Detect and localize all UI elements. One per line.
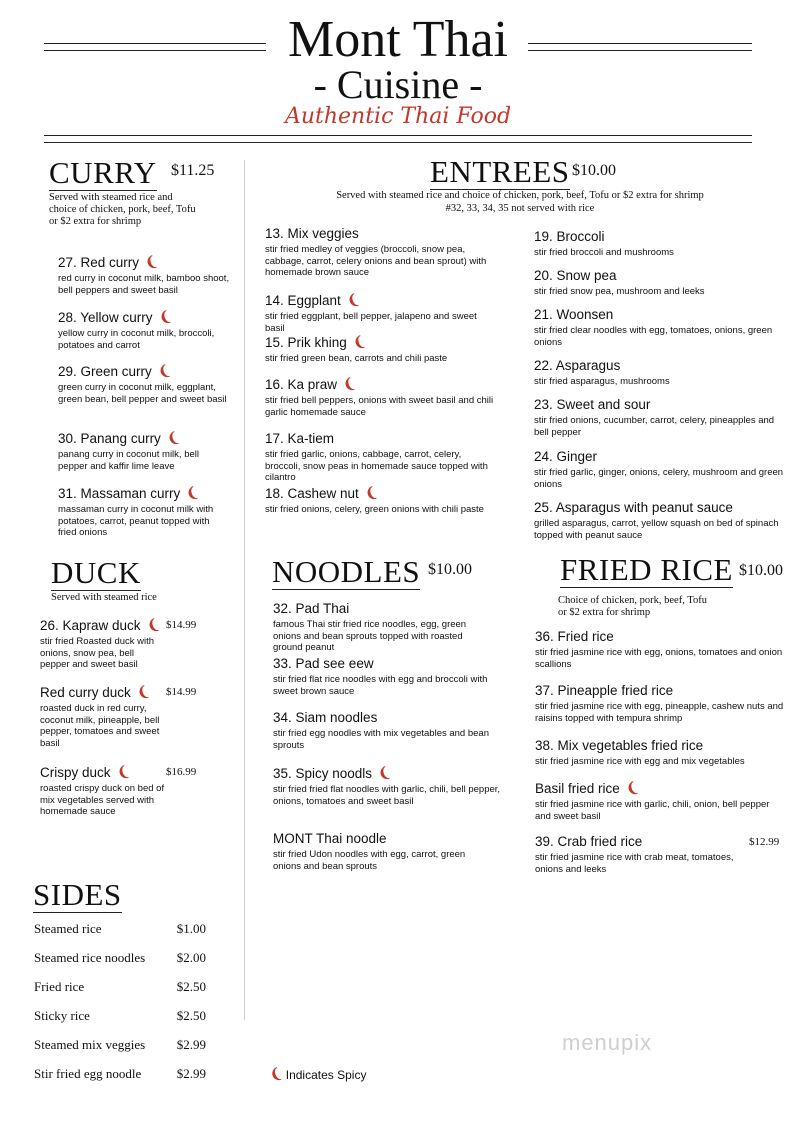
item-name: 38. Mix vegetables fried rice <box>535 738 704 753</box>
item-name: 16. Ka praw <box>265 377 338 392</box>
side-price: $2.00 <box>176 950 206 965</box>
item-name: 39. Crab fried rice <box>535 834 643 849</box>
menu-item <box>535 738 785 768</box>
side-price: $2.50 <box>176 1008 206 1023</box>
noodles-price: $10.00 <box>428 561 472 578</box>
item-desc: stir fried medley of veggies (broccoli, snow pea, cabbage, carrot, celery onions and bean sprout) with homemade brown sauce <box>265 244 487 278</box>
spicy-legend <box>267 1064 367 1084</box>
item-name: 14. Eggplant <box>265 293 341 308</box>
fried-rice-price: $10.00 <box>739 562 783 579</box>
header-rule-full-bottom <box>44 142 752 143</box>
menu-item <box>40 684 165 749</box>
chili-icon: ❨ <box>362 483 379 503</box>
curry-price: $11.25 <box>171 162 215 179</box>
item-name: 36. Fried rice <box>535 629 614 644</box>
side-name: Steamed mix veggies <box>34 1037 146 1052</box>
side-price: $2.99 <box>176 1066 206 1081</box>
item-name: 26. Kapraw duck <box>40 618 141 633</box>
item-name: Basil fried rice <box>535 781 620 796</box>
restaurant-name: Mont Thai <box>287 11 509 68</box>
item-name: 37. Pineapple fried rice <box>535 683 674 698</box>
item-name: 33. Pad see eew <box>273 656 374 671</box>
chili-icon: ❨ <box>344 290 361 310</box>
item-name: 21. Woonsen <box>534 307 614 322</box>
duck-note: Served with steamed rice <box>51 592 157 603</box>
fried-rice-title: FRIED RICE <box>560 552 733 587</box>
item-desc: stir fried bell peppers, onions with sweet basil and chili garlic homemade sauce <box>265 395 494 418</box>
item-name: 22. Asparagus <box>534 358 621 373</box>
tagline: Authentic Thai Food <box>284 104 512 129</box>
menu-item <box>534 500 784 541</box>
column-divider <box>244 160 245 1020</box>
menu-item <box>265 226 495 279</box>
menu-item <box>58 309 230 351</box>
chili-icon: ❨ <box>134 682 151 702</box>
entrees-note-exceptions: #32, 33, 34, 35 not served with rice <box>445 203 595 214</box>
side-name: Fried rice <box>34 979 85 994</box>
item-name: 13. Mix veggies <box>265 226 359 241</box>
menu-item <box>58 363 230 405</box>
item-desc: roasted duck in red curry, coconut milk, pineapple, bell pepper, tomatoes and sweet basil <box>40 703 160 749</box>
menu-item <box>265 334 495 365</box>
item-desc: stir fried Roasted duck with onions, snow pea, bell pepper and sweet basil <box>40 636 155 670</box>
item-name: 25. Asparagus with peanut sauce <box>534 500 733 515</box>
entrees-note: Served with steamed rice and choice of chicken, pork, beef, Tofu or $2 extra for shrimp <box>336 190 704 201</box>
menu-item <box>273 710 493 751</box>
duck-title: DUCK <box>51 555 141 590</box>
item-desc: stir fried jasmine rice with crab meat, tomatoes, onions and leeks <box>535 852 734 875</box>
menu-item <box>58 430 230 472</box>
item-desc: yellow curry in coconut milk, broccoli, potatoes and carrot <box>58 328 215 351</box>
side-row <box>34 921 206 937</box>
side-row <box>34 1066 206 1082</box>
item-name: 28. Yellow curry <box>58 310 153 325</box>
item-desc: stir fried green bean, carrots and chili paste <box>265 353 448 364</box>
item-name: 29. Green curry <box>58 364 152 379</box>
item-name: MONT Thai noodle <box>273 831 387 846</box>
chili-icon: ❨ <box>375 763 393 783</box>
watermark-logo: menupix <box>562 1030 653 1055</box>
item-desc: stir fried clear noodles with egg, tomatoes, onions, green onions <box>534 325 773 348</box>
item-name: 19. Broccoli <box>534 229 605 244</box>
item-desc: stir fried jasmine rice with garlic, chili, onion, bell pepper and sweet basil <box>535 799 770 822</box>
item-name: 15. Prik khing <box>265 335 347 350</box>
chili-icon: ❨ <box>350 332 367 352</box>
fried-rice-note: Choice of chicken, pork, beef, Tofu <box>558 595 707 606</box>
sides-title: SIDES <box>33 877 122 912</box>
chili-icon: ❨ <box>144 615 161 635</box>
side-name: Steamed rice noodles <box>34 950 146 965</box>
chili-icon: ❨ <box>114 762 131 782</box>
curry-title: CURRY <box>49 155 157 190</box>
menu-item <box>273 765 503 807</box>
menu-item <box>58 254 230 296</box>
item-desc: stir fried garlic, onions, cabbage, carrot, celery, broccoli, snow peas in homemade sauce topped with cilantro <box>265 449 488 483</box>
item-name: 27. Red curry <box>58 255 140 270</box>
menu-item <box>534 397 784 438</box>
header-rule-full-top <box>44 135 752 136</box>
chili-icon: ❨ <box>142 252 160 272</box>
item-desc: stir fried snow pea, mushroom and leeks <box>534 286 705 297</box>
menu-item <box>265 292 495 334</box>
item-desc: stir fried fried flat noodles with garlic, chili, bell pepper, onions, tomatoes and sweet basil <box>273 784 501 807</box>
side-price: $2.50 <box>176 979 206 994</box>
side-row <box>34 979 206 995</box>
item-name: Crispy duck <box>40 765 111 780</box>
item-name: 24. Ginger <box>534 449 598 464</box>
item-price: $14.99 <box>166 686 197 698</box>
menu-item <box>535 834 745 875</box>
item-desc: stir fried asparagus, mushrooms <box>534 376 670 387</box>
chili-icon: ❨ <box>156 307 173 327</box>
menu-item <box>534 229 784 259</box>
item-desc: grilled asparagus, carrot, yellow squash on bed of spinach topped with peanut sauce <box>534 518 779 541</box>
side-name: Stir fried egg noodle <box>34 1066 142 1081</box>
legend-text: Indicates Spicy <box>285 1068 367 1082</box>
item-desc: stir fried eggplant, bell pepper, jalapeno and sweet basil <box>265 311 477 334</box>
item-desc: stir fried jasmine rice with egg, onions, tomatoes and onion scallions <box>535 647 783 670</box>
item-name: 23. Sweet and sour <box>534 397 651 412</box>
item-desc: stir fried onions, cucumber, carrot, celery, pineapples and bell pepper <box>534 415 775 438</box>
item-price: $14.99 <box>166 619 197 631</box>
item-desc: stir fried broccoli and mushrooms <box>534 247 674 258</box>
item-desc: stir fried egg noodles with mix vegetables and bean sprouts <box>273 728 489 751</box>
chili-icon: ❨ <box>623 778 640 798</box>
item-desc: massaman curry in coconut milk with potatoes, carrot, peanut topped with fried onions <box>58 504 214 538</box>
curry-note: Served with steamed rice and choice of chicken, pork, beef, Tofu or $2 extra for shrimp <box>49 192 196 227</box>
item-desc: roasted crispy duck on bed of mix vegetables served with homemade sauce <box>40 783 165 817</box>
chili-icon: ❨ <box>155 361 172 381</box>
menu-item <box>534 358 784 388</box>
menu-item <box>534 268 784 298</box>
side-row <box>34 950 206 966</box>
chili-icon: ❨ <box>340 374 358 394</box>
item-name: Red curry duck <box>40 685 131 700</box>
item-desc: stir fried jasmine rice with egg, pineapple, cashew nuts and raisins topped with tempura shrimp <box>535 701 784 724</box>
item-name: 17. Ka-tiem <box>265 431 335 446</box>
menu-item <box>58 485 230 539</box>
item-name: 34. Siam noodles <box>273 710 378 725</box>
item-name: 18. Cashew nut <box>265 486 359 501</box>
side-row <box>34 1037 206 1053</box>
restaurant-subtitle: - Cuisine - <box>313 62 483 107</box>
item-name: 35. Spicy noodls <box>273 766 373 781</box>
item-name: 20. Snow pea <box>534 268 617 283</box>
menu-item <box>40 617 165 671</box>
menu-item <box>273 601 493 654</box>
item-desc: stir fried onions, celery, green onions with chili paste <box>265 504 484 515</box>
noodles-title: NOODLES <box>272 554 421 589</box>
item-price: $16.99 <box>166 766 197 778</box>
chili-icon: ❨ <box>164 428 181 448</box>
item-desc: famous Thai stir fried rice noodles, egg, green onions and bean sprouts topped with roasted ground peanut <box>273 619 467 653</box>
item-desc: stir fried Udon noodles with egg, carrot, green onions and bean sprouts <box>273 849 466 872</box>
side-price: $1.00 <box>176 921 206 936</box>
side-row <box>34 1008 206 1024</box>
menu-item <box>265 376 495 418</box>
side-name: Steamed rice <box>34 921 102 936</box>
item-price: $12.99 <box>749 836 780 848</box>
item-desc: stir fried garlic, ginger, onions, celery, mushroom and green onions <box>534 467 784 490</box>
item-name: 30. Panang curry <box>58 431 161 446</box>
item-desc: green curry in coconut milk, eggplant, green bean, bell pepper and sweet basil <box>58 382 227 405</box>
item-desc: stir fried flat rice noodles with egg and broccoli with sweet brown sauce <box>273 674 488 697</box>
menu-item <box>534 307 784 348</box>
menu-item <box>534 449 784 490</box>
menu-item <box>265 431 495 484</box>
chili-icon: ❨ <box>183 483 201 503</box>
entrees-price: $10.00 <box>572 162 616 179</box>
menu-item <box>535 683 785 724</box>
menu-item <box>40 764 165 818</box>
menu-item <box>535 780 785 822</box>
menu-item <box>265 485 495 516</box>
side-price: $2.99 <box>176 1037 206 1052</box>
chili-icon: ❨ <box>267 1064 284 1084</box>
menu-item <box>273 831 493 872</box>
item-name: 32. Pad Thai <box>273 601 350 616</box>
item-name: 31. Massaman curry <box>58 486 181 501</box>
item-desc: stir fried jasmine rice with egg and mix vegetables <box>535 756 745 767</box>
side-name: Sticky rice <box>34 1008 90 1023</box>
item-desc: panang curry in coconut milk, bell pepper and kaffir lime leave <box>58 449 199 472</box>
item-desc: red curry in coconut milk, bamboo shoot, bell peppers and sweet basil <box>58 273 230 296</box>
fried-rice-note-shrimp: or $2 extra for shrimp <box>558 607 651 618</box>
menu-item <box>535 629 785 670</box>
menu-item <box>273 656 493 697</box>
entrees-title: ENTREES <box>430 154 570 189</box>
